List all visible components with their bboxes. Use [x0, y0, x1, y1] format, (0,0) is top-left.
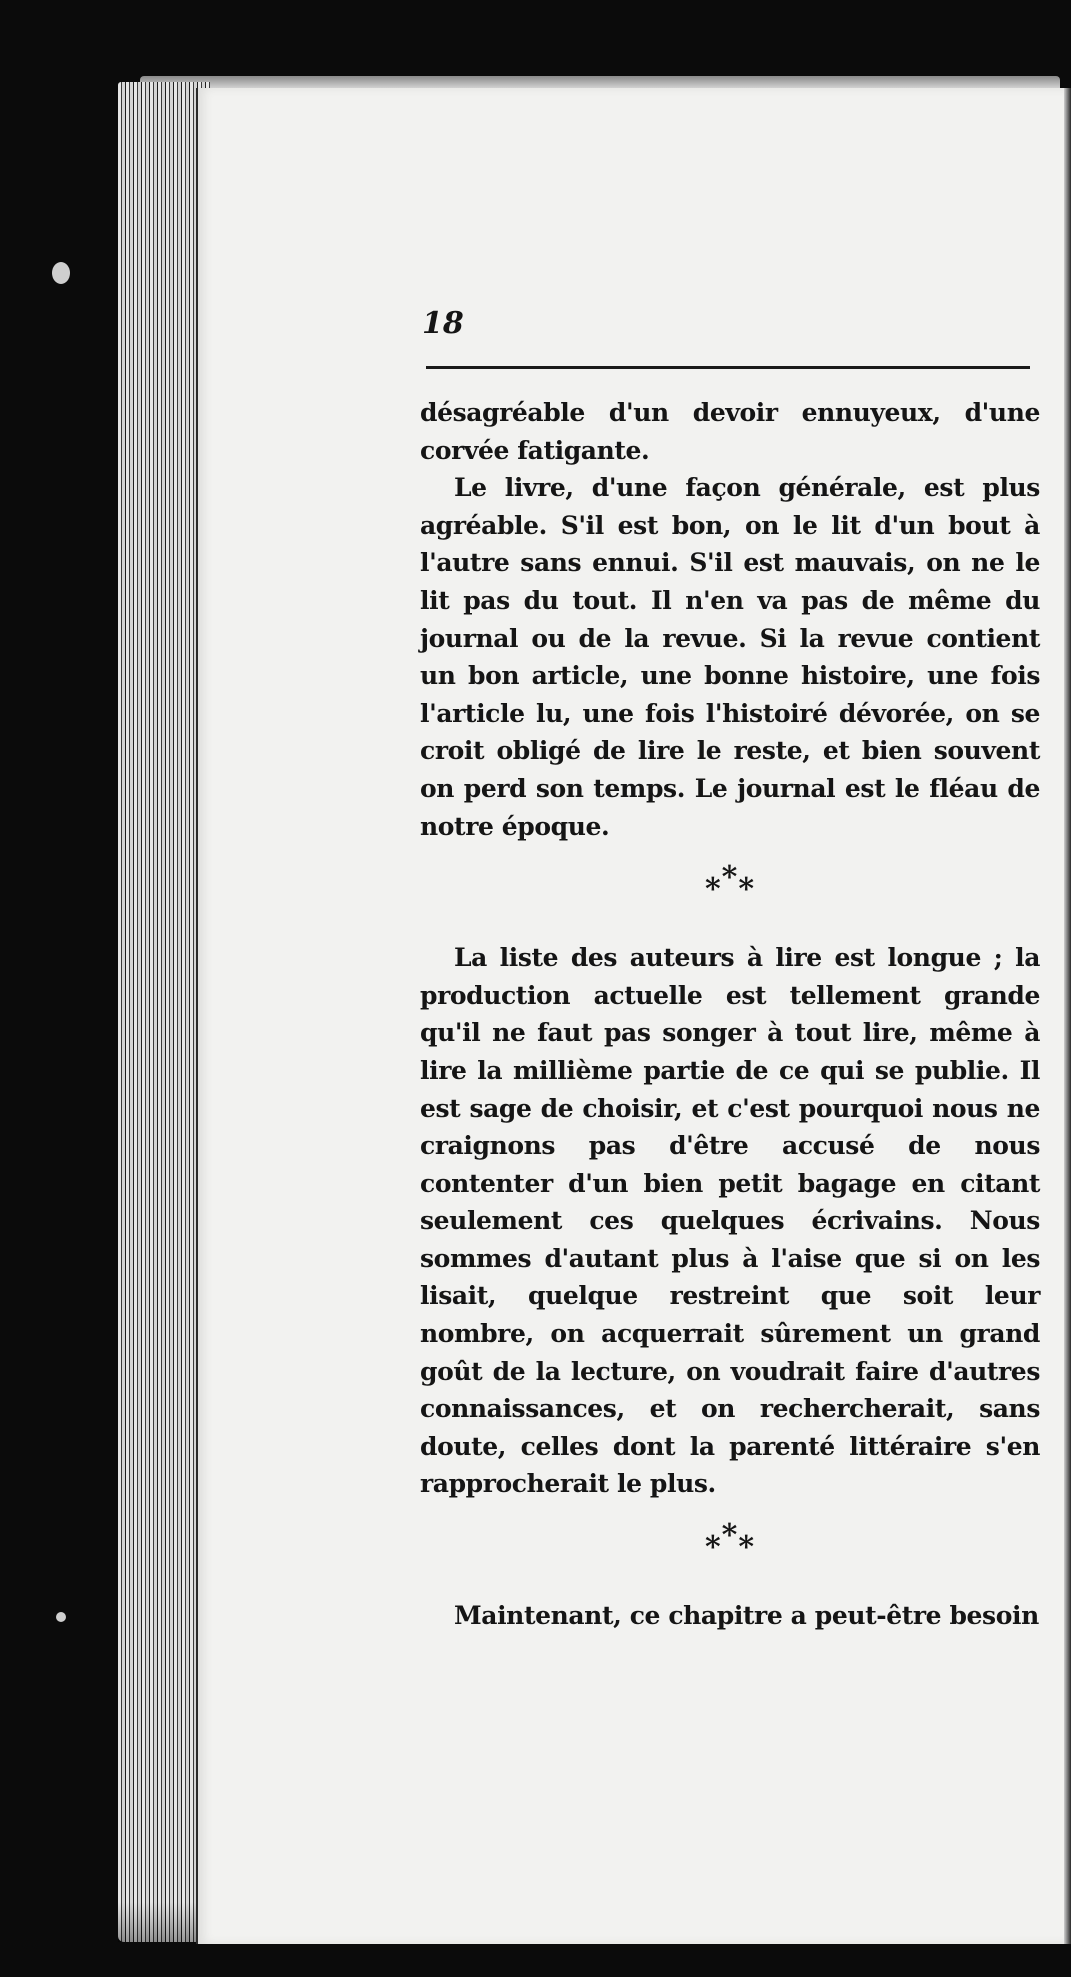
- paragraph: Maintenant, ce chapitre a peut-être besoin: [454, 1601, 1039, 1631]
- paragraph: désagréable d'un devoir ennuyeux, d'une corvée fatigante.: [420, 398, 1040, 465]
- asterism-star: *: [721, 1518, 739, 1554]
- paragraph-group: [420, 394, 1040, 845]
- asterism-separator: [420, 1518, 1040, 1566]
- body-text: [420, 394, 1040, 1635]
- asterism-star: *: [738, 872, 756, 908]
- page-right-shadow: [1064, 88, 1071, 1944]
- asterism-star: *: [704, 872, 722, 908]
- asterism-star: *: [704, 1530, 722, 1566]
- dust-speck: [52, 262, 70, 284]
- paragraph: Le livre, d'une façon générale, est plus agréable. S'il est bon, on le lit d'un bout à l'autre sans ennui. S'il est mauvais, on ne le lit pas du tout. Il n'en va pas de même du journal ou de la revue. Si la revue contient un bon article, une bonne histoire, une fois l'article lu, une fois l'histoiré dévorée, on se croit obligé de lire le reste, et bien souvent on perd son temps. Le journal est le fléau de notre époque.: [420, 473, 1040, 841]
- asterism-star: *: [721, 860, 739, 896]
- paragraph-group: [420, 1597, 1040, 1635]
- paragraph: La liste des auteurs à lire est longue ; la production actuelle est tellement grande qu'il ne faut pas songer à tout lire, même à lire la millième partie de ce qui se publie. Il est sage de choisir, et c'est pourquoi nous ne craignons pas d'être accusé de nous contenter d'un bien petit bagage en citant seulement ces quelques écrivains. Nous sommes d'autant plus à l'aise que si on les lisait, quelque restreint que soit leur nombre, on acquerrait sûrement un grand goût de la lecture, on voudrait faire d'autres connaissances, et on rechercherait, sans doute, celles dont la parenté littéraire s'en rapprocherait le plus.: [420, 943, 1040, 1499]
- paragraph-group: [420, 939, 1040, 1503]
- header-rule: [426, 366, 1030, 369]
- page-number: 18: [422, 306, 464, 341]
- dust-speck: [56, 1612, 66, 1622]
- asterism-star: *: [738, 1530, 756, 1566]
- asterism-separator: [420, 860, 1040, 908]
